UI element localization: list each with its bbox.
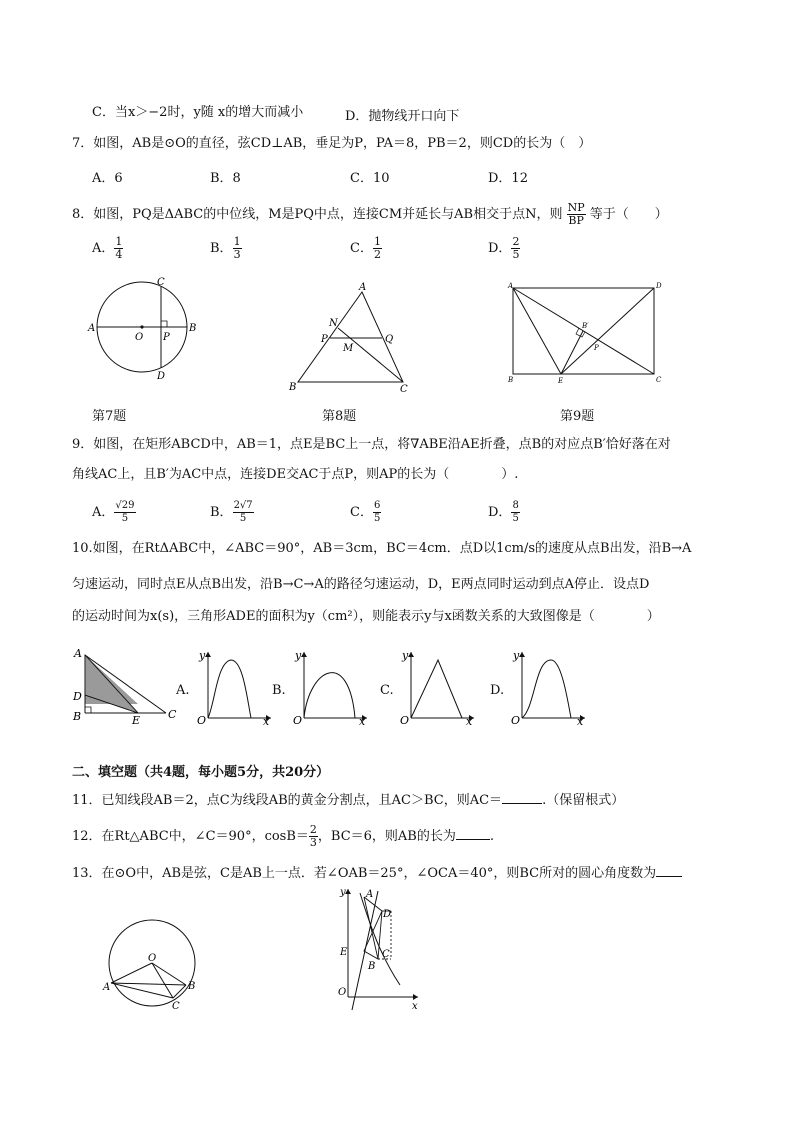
q7-option-d: D．12: [488, 171, 528, 186]
svg-text:y: y: [199, 649, 206, 662]
q9-option-b-den: 5: [239, 513, 247, 524]
q11-text-b: .（保留根式）: [542, 793, 625, 808]
svg-text:C: C: [656, 376, 662, 384]
q8-option-c: [350, 236, 382, 261]
svg-text:A: A: [366, 889, 374, 900]
q9-option-c: [350, 500, 381, 525]
q10-line3: 的运动时间为x(s)，三角形ADE的面积为y（cm²），则能表示y与x函数关系的大致图像是（ ）: [72, 609, 660, 624]
svg-text:N: N: [329, 318, 338, 329]
q9-line1: 9．如图，在矩形ABCD中，AB＝1，点E是BC上一点，将∇ABE沿AE折叠，点B的对应点B′恰好落在对: [72, 437, 671, 452]
q8-stem-a: 8．如图，PQ是ΔABC的中位线，M是PQ中点，连接CM并延长与AB相交于点N，则: [72, 207, 563, 222]
q8-stem-b: 等于（ ）: [589, 207, 668, 222]
svg-text:Q: Q: [385, 334, 394, 345]
q12-frac-num: 2: [309, 823, 317, 836]
q8-ratio-fraction: [567, 202, 586, 227]
q8-option-a: [92, 236, 123, 261]
svg-text:C: C: [157, 277, 165, 288]
q12-text-a: 12．在Rt△ABC中，∠C＝90°，cosB＝: [72, 829, 309, 844]
svg-text:P: P: [163, 332, 170, 343]
q10-option-c-label: C.: [380, 683, 394, 698]
q7-option-b: B．8: [210, 171, 241, 186]
q8-option-a-label: A．: [92, 241, 115, 256]
q13-answer-blank[interactable]: [656, 864, 682, 877]
section-2-title: 二、填空题（共4题，每小题5分，共20分）: [72, 765, 330, 780]
q13-text: [72, 864, 682, 882]
figure-9-rectangle-diagram: [505, 280, 665, 385]
svg-text:E: E: [340, 947, 348, 958]
svg-text:O: O: [197, 714, 207, 726]
q6-option-c: C．当x＞−2时，y随 x的增大而减小: [92, 105, 304, 120]
q9-option-d-label: D．: [488, 505, 512, 520]
q12-frac-den: 3: [309, 836, 317, 849]
svg-text:y: y: [513, 649, 520, 662]
q9-line2: 角线AC上，且B′为AC中点，连接DE交AC于点P，则AP的长为（ ）.: [72, 467, 519, 482]
q9-option-b: [210, 500, 254, 525]
q9-option-d-num: 8: [512, 500, 519, 511]
caption-fig8: 第8题: [322, 409, 357, 424]
q10-option-d-label: D.: [490, 683, 505, 698]
q12-text: [72, 824, 494, 849]
q7-option-a: A．6: [92, 171, 123, 186]
q9-option-a-label: A．: [92, 505, 115, 520]
q10-line2: 匀速运动，同时点E从点B出发，沿B→C→A的路径匀速运动，D，E两点同时运动到点A停止．设点D: [72, 577, 650, 592]
svg-text:x: x: [466, 715, 473, 726]
coordinate-figure-diagram: [330, 885, 425, 1015]
svg-text:M: M: [343, 343, 354, 354]
svg-text:P: P: [321, 334, 328, 345]
q7-stem: 7．如图，AB是⊙O的直径，弦CD⊥AB，垂足为P，PA＝8，PB＝2，则CD的长为（ ）: [72, 136, 592, 151]
svg-text:O: O: [135, 332, 144, 343]
svg-text:D: D: [73, 690, 82, 703]
q9-option-d: [488, 500, 520, 525]
q9-option-d-den: 5: [512, 513, 519, 524]
q13-text-a: 13．在⊙O中，AB是弦，C是AB上一点．若∠OAB＝25°，∠OCA＝40°，则BC所对的圆心角度数为: [72, 866, 657, 881]
svg-text:x: x: [263, 715, 270, 726]
svg-text:B: B: [289, 382, 297, 393]
caption-fig9: 第9题: [560, 409, 595, 424]
q8-ratio-den: BP: [568, 214, 584, 227]
q10-option-a-label: A.: [176, 683, 190, 698]
q10-graph-d: [507, 648, 589, 726]
svg-text:C: C: [382, 949, 390, 960]
q7-option-c: C．10: [350, 171, 390, 186]
svg-text:C: C: [168, 708, 177, 721]
q6-option-d: D．抛物线开口向下: [345, 109, 460, 124]
q8-option-d: [488, 236, 520, 261]
svg-text:y: y: [402, 649, 409, 662]
svg-text:D: D: [656, 282, 662, 290]
caption-fig7: 第7题: [92, 409, 127, 424]
q9-option-a: [92, 500, 136, 525]
svg-text:D: D: [383, 909, 392, 920]
svg-text:B: B: [508, 376, 514, 384]
q10-option-b-label: B.: [272, 683, 286, 698]
svg-text:O: O: [400, 714, 410, 726]
svg-text:D: D: [157, 371, 166, 382]
svg-text:x: x: [359, 715, 366, 726]
q10-graph-b: [289, 648, 371, 726]
figure-7-circle-diagram: [85, 275, 205, 395]
q8-option-b-den: 3: [233, 248, 241, 261]
q8-option-b: [210, 236, 242, 261]
q11-text-a: 11．已知线段AB＝2，点C为线段AB的黄金分割点，且AC＞BC，则AC＝: [72, 793, 503, 808]
q9-option-a-num: √29: [115, 500, 135, 511]
figure-13-circle-diagram: [100, 915, 210, 1015]
svg-text:O: O: [511, 714, 521, 726]
figure-8-triangle-diagram: [285, 280, 415, 398]
q12-answer-blank[interactable]: [456, 827, 490, 840]
svg-text:y: y: [340, 887, 346, 898]
q10-graph-c: [396, 648, 478, 726]
q8-option-a-num: 1: [115, 235, 123, 248]
q9-option-c-num: 6: [373, 500, 381, 511]
svg-text:B: B: [368, 961, 376, 972]
svg-text:y: y: [295, 649, 302, 662]
q8-option-b-label: B．: [210, 241, 233, 256]
q8-option-c-num: 1: [373, 235, 381, 248]
svg-text:A: A: [74, 647, 82, 660]
svg-text:O: O: [338, 987, 347, 998]
svg-text:C: C: [400, 384, 408, 395]
svg-text:B: B: [73, 710, 82, 723]
q8-option-c-label: C．: [350, 241, 373, 256]
q8-option-c-den: 2: [373, 248, 381, 261]
q9-option-c-den: 5: [373, 513, 381, 524]
svg-text:x: x: [577, 715, 584, 726]
q12-text-c: .: [489, 829, 495, 844]
q8-option-d-label: D．: [488, 241, 512, 256]
svg-text:O: O: [293, 714, 303, 726]
q9-option-b-label: B．: [210, 505, 233, 520]
q10-line1: 10.如图，在RtΔABC中，∠ABC＝90°，AB＝3cm，BC＝4cm．点D以1cm/s的速度从点B出发，沿B→A: [72, 541, 692, 556]
svg-text:P: P: [594, 344, 599, 352]
q9-option-a-den: 5: [121, 513, 129, 524]
svg-text:A: A: [359, 282, 367, 293]
q11-text: [72, 791, 624, 809]
svg-text:x: x: [412, 1001, 418, 1012]
q8-ratio-num: NP: [567, 201, 585, 214]
svg-text:A: A: [103, 982, 111, 993]
q8-stem: [72, 202, 668, 227]
svg-text:B: B: [188, 981, 196, 992]
figure-10-triangle-diagram: [66, 645, 186, 725]
q8-option-d-den: 5: [512, 248, 520, 261]
svg-text:B′: B′: [582, 322, 589, 330]
q11-answer-blank[interactable]: [502, 791, 542, 804]
q8-option-a-den: 4: [115, 248, 123, 261]
q12-text-b: ，BC＝6，则AB的长为: [317, 829, 456, 844]
svg-text:E: E: [558, 377, 564, 385]
svg-text:A: A: [508, 282, 514, 290]
svg-text:E: E: [132, 714, 141, 725]
svg-text:C: C: [172, 1001, 180, 1012]
q8-option-b-num: 1: [233, 235, 241, 248]
q9-option-c-label: C．: [350, 505, 373, 520]
q9-option-b-num: 2√7: [233, 500, 253, 511]
svg-text:A: A: [88, 323, 96, 334]
svg-text:O: O: [148, 953, 157, 964]
q10-graph-a: [193, 648, 275, 726]
svg-text:B: B: [189, 323, 197, 334]
q8-option-d-num: 2: [512, 235, 520, 248]
